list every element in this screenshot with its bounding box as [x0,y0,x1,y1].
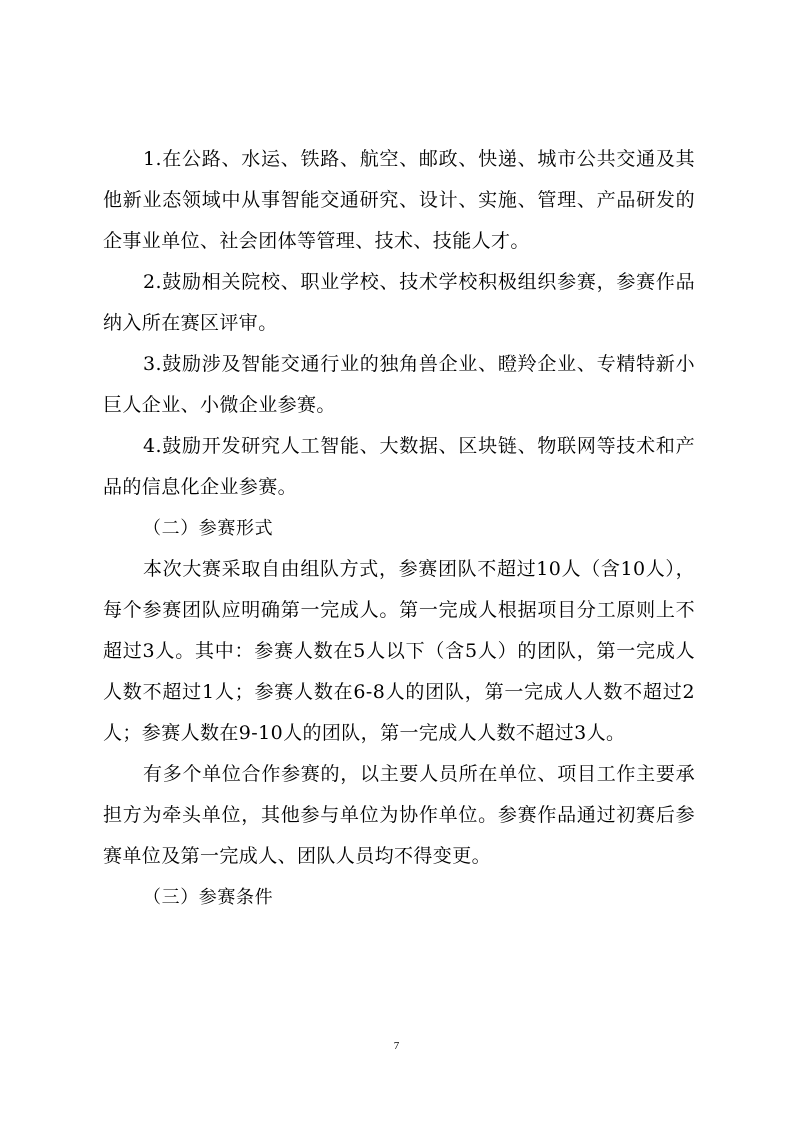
paragraph-team-rules: 本次大赛采取自由组队方式，参赛团队不超过10人（含10人），每个参赛团队应明确第一完成人。第一完成人根据项目分工原则上不超过3人。其中：参赛人数在5人以下（含5人）的团队，第一完成人人数不超过1人；参赛人数在6-8人的团队，第一完成人人数不超过2人；参赛人数在9-10人的团队，第一完成人人数不超过3人。 [103,558,695,744]
paragraph-multi-unit: 有多个单位合作参赛的，以主要人员所在单位、项目工作主要承担方为牵头单位，其他参与单位为协作单位。参赛作品通过初赛后参赛单位及第一完成人、团队人员均不得变更。 [103,763,695,867]
paragraph-2: 2.鼓励相关院校、职业学校、技术学校积极组织参赛，参赛作品纳入所在赛区评审。 [103,271,695,334]
paragraph-4: 4.鼓励开发研究人工智能、大数据、区块链、物联网等技术和产品的信息化企业参赛。 [103,435,695,498]
document-body [103,139,695,918]
section-heading-participation-conditions: （三）参赛条件 [143,887,274,908]
paragraph-1: 1.在公路、水运、铁路、航空、邮政、快递、城市公共交通及其他新业态领域中从事智能交通研究、设计、实施、管理、产品研发的企事业单位、社会团体等管理、技术、技能人才。 [103,148,695,252]
page-number: 7 [393,1040,400,1052]
section-heading-participation-form: （二）参赛形式 [143,518,274,539]
paragraph-3: 3.鼓励涉及智能交通行业的独角兽企业、瞪羚企业、专精特新小巨人企业、小微企业参赛。 [103,353,695,416]
